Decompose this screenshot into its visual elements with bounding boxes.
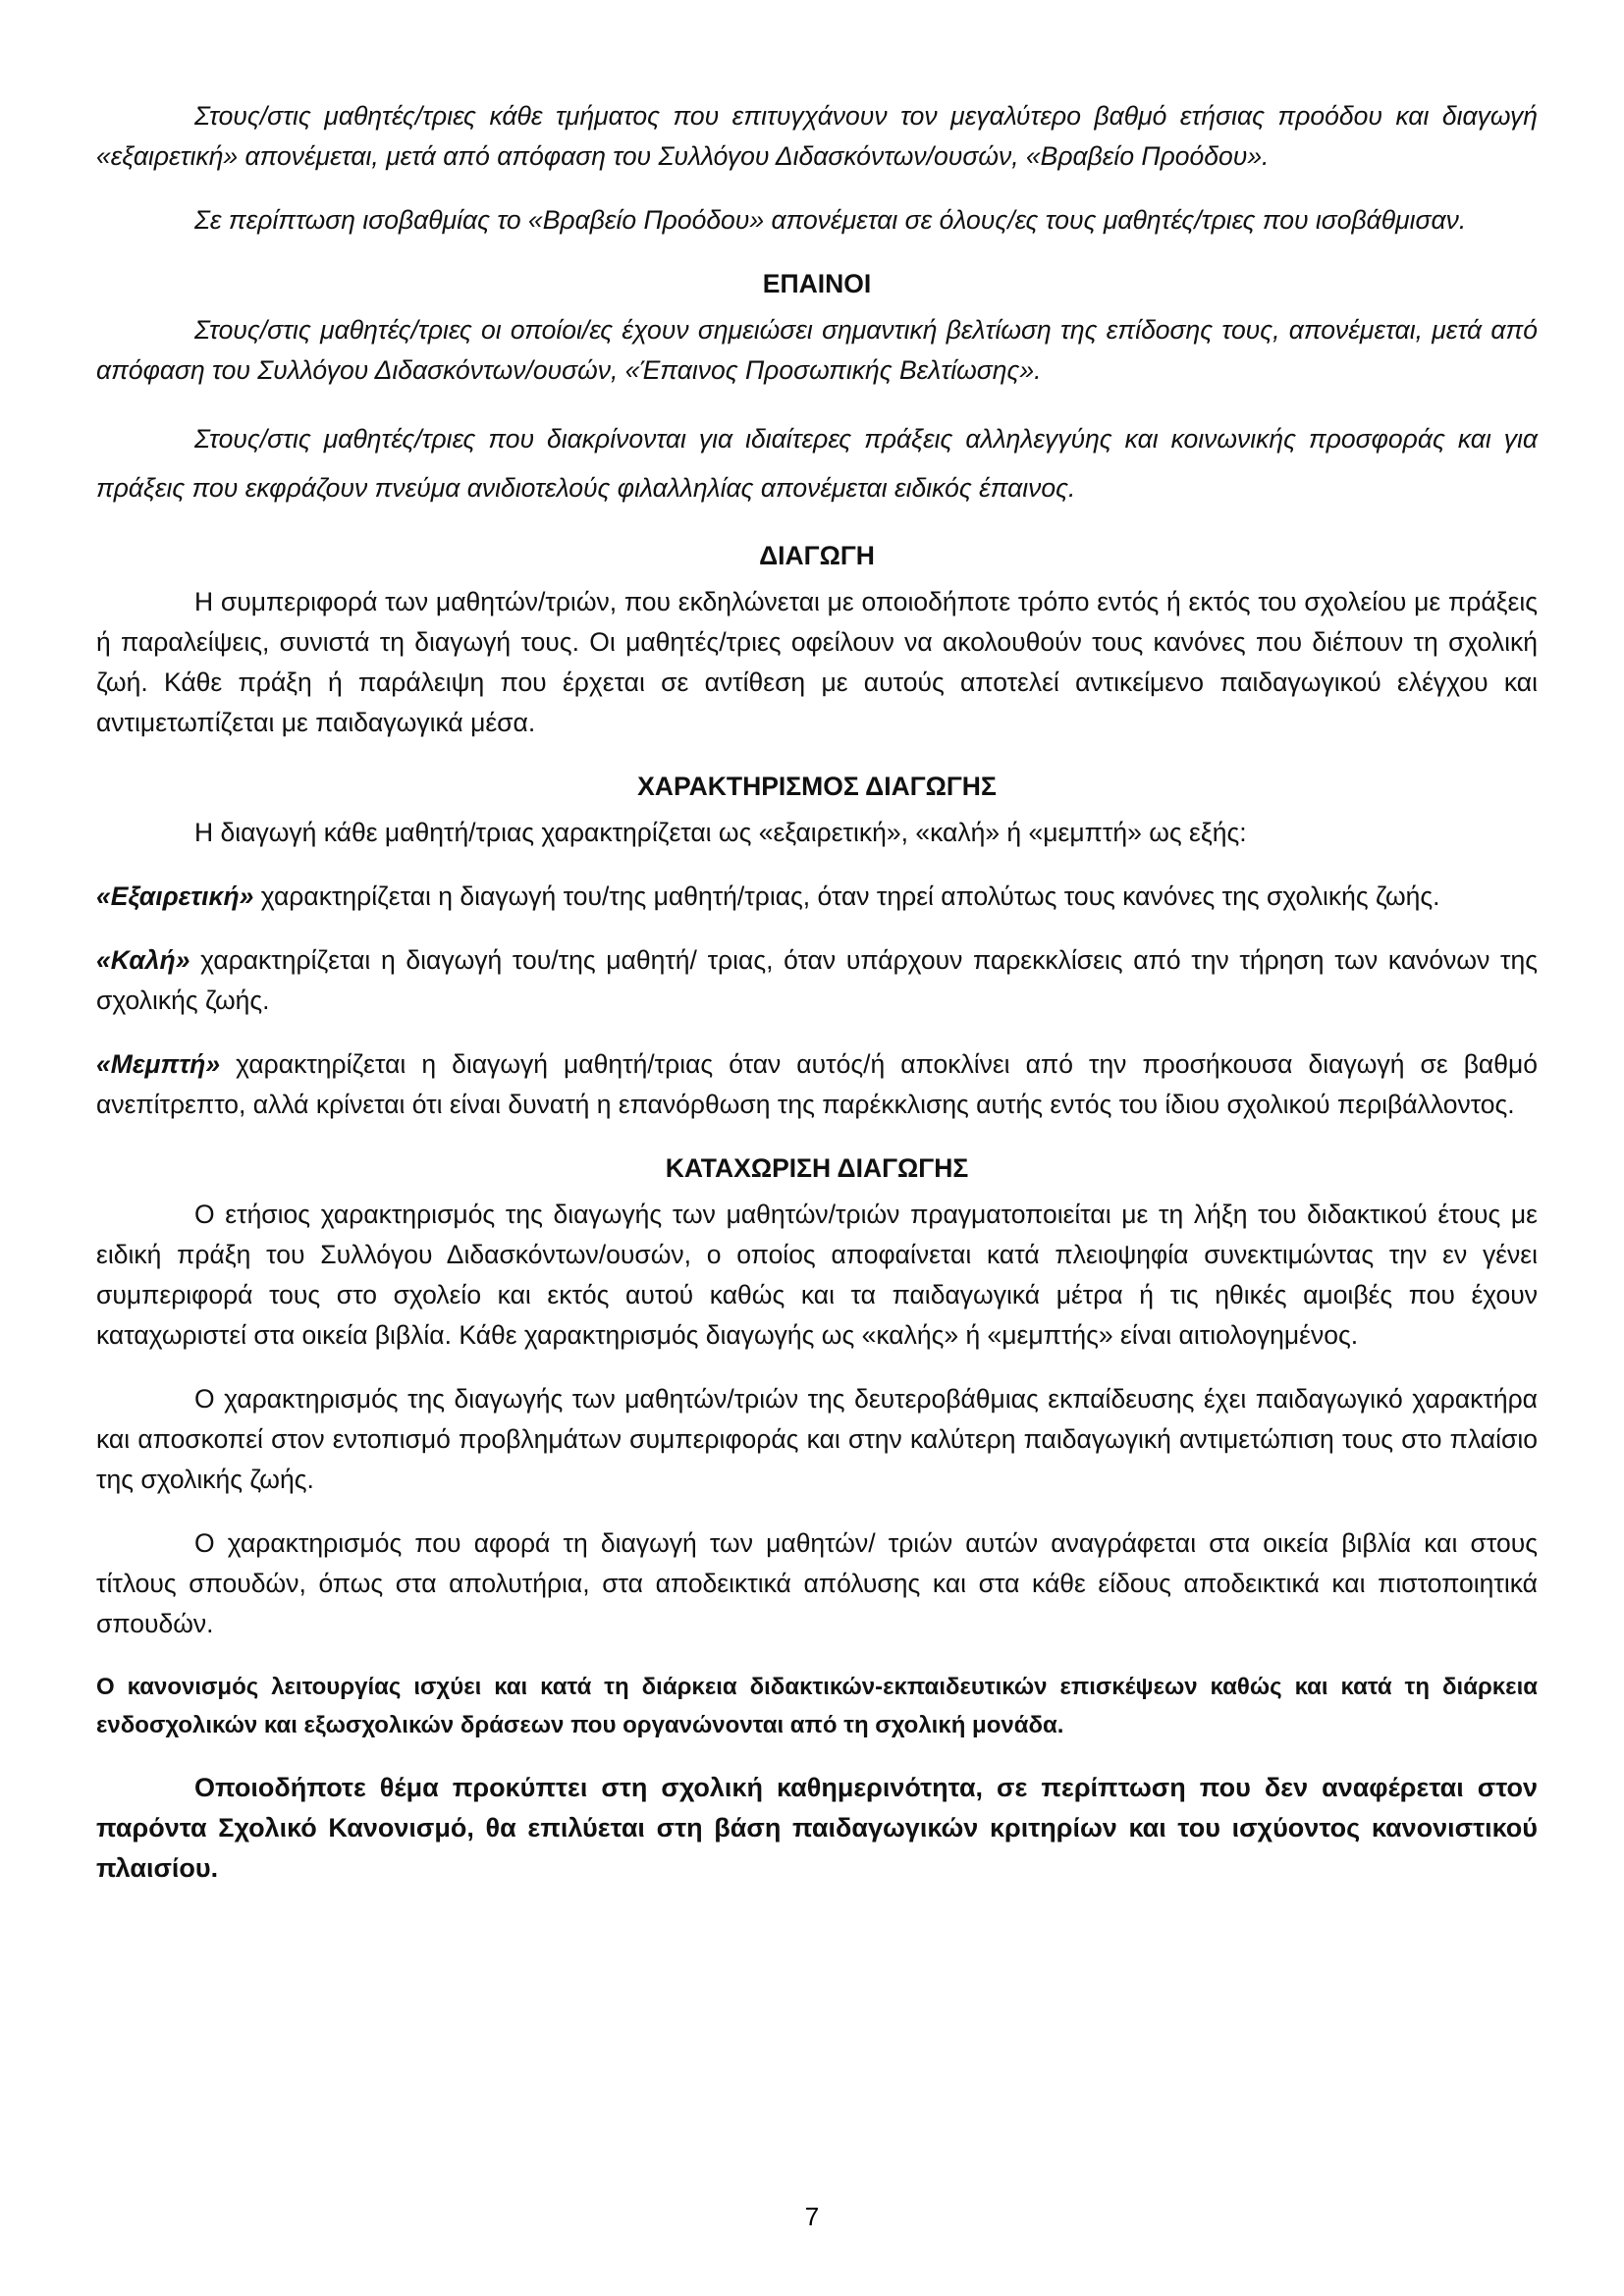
closing-general-paragraph: Οποιοδήποτε θέμα προκύπτει στη σχολική καθημερινότητα, σε περίπτωση που δεν αναφέρεται στον παρόντα Σχολικό Κανονισμό, θα επιλύεται στη βάση παιδαγωγικών κριτηρίων και του ισχύοντος κανονιστικού πλαισίου. [96,1773,1538,1883]
excellent-term: «Εξαιρετική» [96,881,254,911]
progress-award-paragraph: Στους/στις μαθητές/τριες κάθε τμήματος που επιτυγχάνουν τον μεγαλύτερο βαθμό ετήσιας προόδου και διαγωγή «εξαιρετική» απονέμεται, μετά από απόφαση του Συλλόγου Διδασκόντων/ουσών, «Βραβείο Προόδου». [96,101,1538,171]
tie-rule-paragraph: Σε περίπτωση ισοβαθμίας το «Βραβείο Προόδου» απονέμεται σε όλους/ες τους μαθητές/τριες που ισοβάθμισαν. [194,205,1467,235]
good-definition [96,940,1538,1021]
excellent-definition [96,877,1538,917]
praise-improvement-paragraph: Στους/στις μαθητές/τριες οι οποίοι/ες έχουν σημειώσει σημαντική βελτίωση της επίδοσης τους, απονέμεται, μετά από απόφαση του Συλλόγου Διδασκόντων/ουσών, «Έπαινος Προσωπικής Βελτίωσης». [96,315,1538,385]
closing-scope-paragraph: Ο κανονισμός λειτουργίας ισχύει και κατά τη διάρκεια διδακτικών-εκπαιδευτικών επισκέψεων καθώς και κατά τη διάρκεια ενδοσχολικών και εξωσχολικών δράσεων που οργανώνονται από τη σχολική μονάδα. [96,1674,1538,1738]
praise-solidarity-paragraph: Στους/στις μαθητές/τριες που διακρίνονται για ιδιαίτερες πράξεις αλληλεγγύης και κοινωνικής προσφοράς και για πράξεις που εκφράζουν πνεύμα ανιδιοτελούς φιλαλληλίας απονέμεται ειδικός έπαινος. [96,424,1538,503]
characterization-intro: Η διαγωγή κάθε μαθητή/τριας χαρακτηρίζεται ως «εξαιρετική», «καλή» ή «μεμπτή» ως εξής: [194,818,1247,847]
good-text: χαρακτηρίζεται η διαγωγή του/της μαθητή/ τριας, όταν υπάρχουν παρεκκλίσεις από την τήρηση των κανόνων της σχολικής ζωής. [96,945,1538,1015]
recording-paragraph-3: Ο χαρακτηρισμός που αφορά τη διαγωγή των μαθητών/ τριών αυτών αναγράφεται στα οικεία βιβλία και στους τίτλους σπουδών, όπως στα απολυτήρια, στα αποδεικτικά απόλυσης και στα κάθε είδους αποδεικτικά και πιστοποιητικά σπουδών. [96,1528,1538,1638]
recording-heading: ΚΑΤΑΧΩΡΙΣΗ ΔΙΑΓΩΓΗΣ [665,1153,969,1183]
good-term: «Καλή» [96,945,190,975]
recording-paragraph-1: Ο ετήσιος χαρακτηρισμός της διαγωγής των μαθητών/τριών πραγματοποιείται με τη λήξη του διδακτικού έτους με ειδική πράξη του Συλλόγου Διδασκόντων/ουσών, ο οποίος αποφαίνεται κατά πλειοψηφία συνεκτιμώντας την εν γένει συμπεριφορά τους στο σχολείο και εκτός αυτού καθώς και τα παιδαγωγικά μέτρα ή τις ηθικές αμοιβές που έχουν καταχωριστεί στα οικεία βιβλία. Κάθε χαρακτηρισμός διαγωγής ως «καλής» ή «μεμπτής» είναι αιτιολογημένος. [96,1200,1538,1350]
characterization-heading: ΧΑΡΑΚΤΗΡΙΣΜΟΣ ΔΙΑΓΩΓΗΣ [637,772,997,801]
poor-text: χαρακτηρίζεται η διαγωγή μαθητή/τριας όταν αυτός/ή αποκλίνει από την προσήκουσα διαγωγή σε βαθμό ανεπίτρεπτο, αλλά κρίνεται ότι είναι δυνατή η επανόρθωση της παρέκκλισης αυτής εντός του ίδιου σχολικού περιβάλλοντος. [96,1049,1538,1119]
conduct-paragraph: Η συμπεριφορά των μαθητών/τριών, που εκδηλώνεται με οποιοδήποτε τρόπο εντός ή εκτός του σχολείου με πράξεις ή παραλείψεις, συνιστά τη διαγωγή τους. Οι μαθητές/τριες οφείλουν να ακολουθούν τους κανόνες που διέπουν τη σχολική ζωή. Κάθε πράξη ή παράλειψη που έρχεται σε αντίθεση με αυτούς αποτελεί αντικείμενο παιδαγωγικού ελέγχου και αντιμετωπίζεται με παιδαγωγικά μέσα. [96,587,1538,737]
page-number: 7 [804,2202,820,2231]
conduct-heading: ΔΙΑΓΩΓΗ [759,541,875,570]
document-page [96,96,1538,1889]
recording-paragraph-2: Ο χαρακτηρισμός της διαγωγής των μαθητών/τριών της δευτεροβάθμιας εκπαίδευσης έχει παιδαγωγικό χαρακτήρα και αποσκοπεί στον εντοπισμό προβλημάτων συμπεριφοράς και στην καλύτερη παιδαγωγική αντιμετώπιση τους στο πλαίσιο της σχολικής ζωής. [96,1384,1538,1494]
excellent-text: χαρακτηρίζεται η διαγωγή του/της μαθητή/τριας, όταν τηρεί απολύτως τους κανόνες της σχολικής ζωής. [253,881,1440,911]
praise-heading: ΕΠΑΙΝΟΙ [762,269,872,298]
poor-term: «Μεμπτή» [96,1049,221,1079]
poor-definition [96,1044,1538,1125]
